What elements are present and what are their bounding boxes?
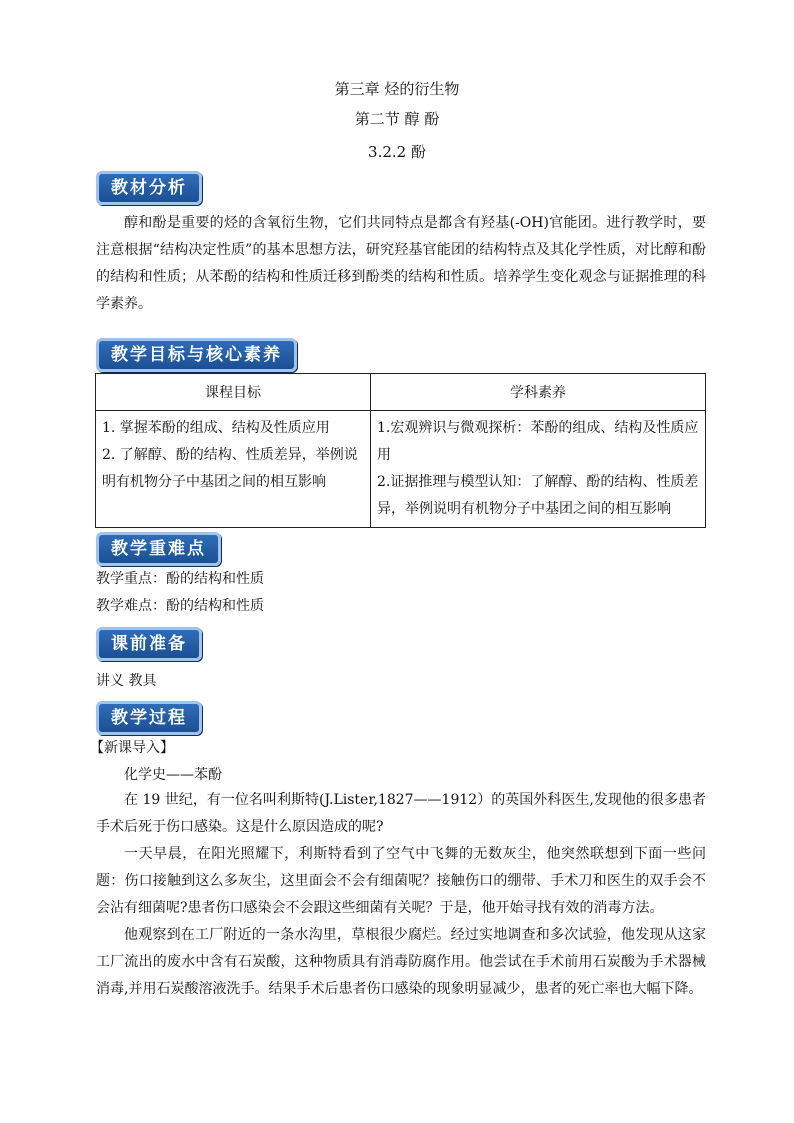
section-badge-textbook-analysis: 教材分析 bbox=[96, 171, 202, 205]
section-badge-process: 教学过程 bbox=[96, 701, 202, 735]
section-badge-preparation: 课前准备 bbox=[96, 627, 202, 661]
goal-item: 1. 掌握苯酚的组成、结构及性质应用 bbox=[102, 420, 330, 436]
process-paragraph-2: 一天早晨，在阳光照耀下，利斯特看到了空气中飞舞的无数灰尘，他突然联想到下面一些问题：伤口接触到这么多灰尘，这里面会不会有细菌呢？接触伤口的绷带、手术刀和医生的双手会不会沾有细菌呢?患者伤口感染会不会跟这些细菌有关呢？于是，他开始寻找有效的消毒方法。 bbox=[96, 846, 706, 916]
process-paragraph-3: 他观察到在工厂附近的一条水沟里，草根很少腐烂。经过实地调查和多次试验，他发现从这家工厂流出的废水中含有石炭酸，这种物质具有消毒防腐作用。他尝试在手术前用石炭酸为手术器械消毒,并用石炭酸溶液洗手。结果手术后患者伤口感染的现象明显减少，患者的死亡率也大幅下降。 bbox=[96, 927, 706, 997]
goals-header: 课程目标 bbox=[96, 374, 371, 411]
goals-cell bbox=[96, 411, 371, 528]
section-badge-key-difficult: 教学重难点 bbox=[96, 532, 221, 566]
history-title: 化学史——苯酚 bbox=[124, 767, 222, 783]
process-paragraph-1: 在 19 世纪，有一位名叫利斯特(J.Lister,1827——1912）的英国外科医生,发现他的很多患者手术后死于伤口感染。这是什么原因造成的呢? bbox=[96, 792, 706, 835]
section-title: 第二节 醇 酚 bbox=[354, 110, 440, 128]
goal-item: 2. 了解醇、酚的结构、性质差异，举例说明有机物分子中基团之间的相互影响 bbox=[102, 447, 358, 490]
goals-table bbox=[95, 373, 706, 528]
difficult-point: 教学难点：酚的结构和性质 bbox=[96, 598, 264, 614]
literacy-item: 1.宏观辨识与微观探析：苯酚的组成、结构及性质应用 bbox=[377, 420, 699, 463]
intro-heading: 【新课导入】 bbox=[90, 740, 174, 756]
chapter-title: 第三章 烃的衍生物 bbox=[334, 80, 460, 98]
literacy-item: 2.证据推理与模型认知：了解醇、酚的结构、性质差异，举例说明有机物分子中基团之间的相互影响 bbox=[377, 474, 699, 517]
literacy-cell bbox=[371, 411, 706, 528]
section-badge-goals: 教学目标与核心素养 bbox=[96, 338, 297, 372]
preparation-text: 讲义 教具 bbox=[96, 673, 157, 689]
key-point: 教学重点：酚的结构和性质 bbox=[96, 571, 264, 587]
analysis-paragraph: 醇和酚是重要的烃的含氧衍生物，它们共同特点是都含有羟基(-OH)官能团。进行教学时，要注意根据“结构决定性质”的基本思想方法，研究羟基官能团的结构特点及其化学性质，对比醇和酚的结构和性质；从苯酚的结构和性质迁移到酚类的结构和性质。培养学生变化观念与证据推理的科学素养。 bbox=[96, 215, 706, 312]
lesson-title: 3.2.2 酚 bbox=[368, 143, 426, 161]
literacy-header: 学科素养 bbox=[371, 374, 706, 411]
